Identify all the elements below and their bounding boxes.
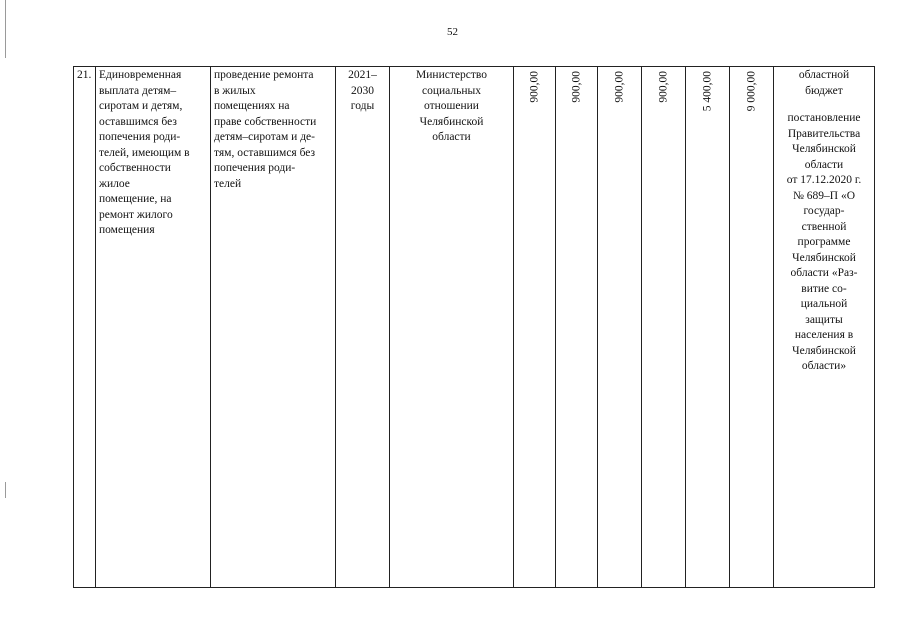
legal-basis-line: постановление xyxy=(787,112,861,124)
measure-name-line: сиротам и детям, xyxy=(99,100,183,112)
table-row xyxy=(74,67,875,588)
scan-edge-line xyxy=(5,0,6,58)
legal-basis-line: государ- xyxy=(803,205,845,217)
period-line: 2030 xyxy=(351,84,374,97)
activity-line: помещениях на xyxy=(214,100,290,112)
amount-cell-3 xyxy=(598,67,642,588)
legal-basis-line: витие со- xyxy=(801,282,847,295)
legal-basis-line: ственной xyxy=(801,220,847,233)
measure-name-line: жилое xyxy=(99,177,130,190)
executor-line: области xyxy=(432,131,471,143)
legal-basis-line: области «Раз- xyxy=(790,267,858,279)
amount-cell-2 xyxy=(556,67,598,588)
period-line: 2021– xyxy=(348,69,377,81)
measure-name-line: ремонт жилого xyxy=(99,208,173,221)
amount-cell-total xyxy=(730,67,774,588)
legal-basis-line: Челябинской xyxy=(792,344,856,357)
activity-line: попечения роди- xyxy=(214,162,296,174)
legal-basis-line: Челябинской xyxy=(792,143,856,155)
period-line: годы xyxy=(350,100,375,112)
measure-name-line: собственности xyxy=(99,162,171,174)
legal-basis-line: Правительства xyxy=(787,127,861,140)
measure-name-cell xyxy=(96,67,211,588)
legal-basis-line: № 689–П «О xyxy=(792,189,856,202)
activity-line: тям, оставшимся без xyxy=(214,146,316,159)
legal-basis-line: защиты xyxy=(805,313,843,326)
row-number-cell xyxy=(74,67,96,588)
measure-name-line: попечения роди- xyxy=(99,131,181,143)
activity-line: детям–сиротам и де- xyxy=(214,131,315,143)
legal-basis-line: циальной xyxy=(800,298,848,310)
period-cell xyxy=(336,67,390,588)
page-number: 52 xyxy=(447,26,458,38)
activity-line: праве собственности xyxy=(214,115,317,128)
amount-value: 900,00 xyxy=(569,71,582,103)
amount-total: 9 000,00 xyxy=(744,71,757,112)
legal-basis-line: населения в xyxy=(794,329,854,341)
funding-source-line: бюджет xyxy=(805,84,843,97)
legal-basis-line: от 17.12.2020 г. xyxy=(786,174,862,186)
activity-line: проведение ремонта xyxy=(214,69,314,81)
source-basis-cell xyxy=(774,67,875,588)
activity-line: телей xyxy=(214,177,242,190)
measure-name-line: помещение, на xyxy=(99,193,172,205)
legal-basis-line: области» xyxy=(801,360,847,372)
row-number: 21. xyxy=(77,69,92,81)
spacer xyxy=(777,99,871,111)
activity-cell xyxy=(211,67,336,588)
measure-name-line: Единовременная xyxy=(99,69,182,81)
amount-cell-5 xyxy=(686,67,730,588)
executor-line: Министерство xyxy=(416,69,487,81)
scan-edge-mark xyxy=(5,482,6,498)
amount-value: 900,00 xyxy=(527,71,540,103)
amount-cell-1 xyxy=(514,67,556,588)
legal-basis-line: области xyxy=(804,158,844,171)
measure-name-line: помещения xyxy=(99,224,155,236)
legal-basis-line: Челябинской xyxy=(792,251,856,264)
measure-name-line: оставшимся без xyxy=(99,115,177,128)
funding-source-line: областной xyxy=(798,69,850,81)
executor-line: социальных xyxy=(422,84,481,97)
executor-line: Челябинской xyxy=(419,115,484,128)
executor-line: отношении xyxy=(424,100,479,112)
amount-value: 5 400,00 xyxy=(700,71,713,112)
amount-cell-4 xyxy=(642,67,686,588)
activity-line: в жилых xyxy=(214,84,256,97)
measure-name-line: выплата детям– xyxy=(99,84,177,97)
executor-cell xyxy=(390,67,514,588)
amount-value: 900,00 xyxy=(656,71,669,103)
measure-name-line: телей, имеющим в xyxy=(99,146,190,159)
amount-value: 900,00 xyxy=(612,71,625,103)
legal-basis-line: программе xyxy=(797,236,851,248)
program-table xyxy=(73,66,875,588)
